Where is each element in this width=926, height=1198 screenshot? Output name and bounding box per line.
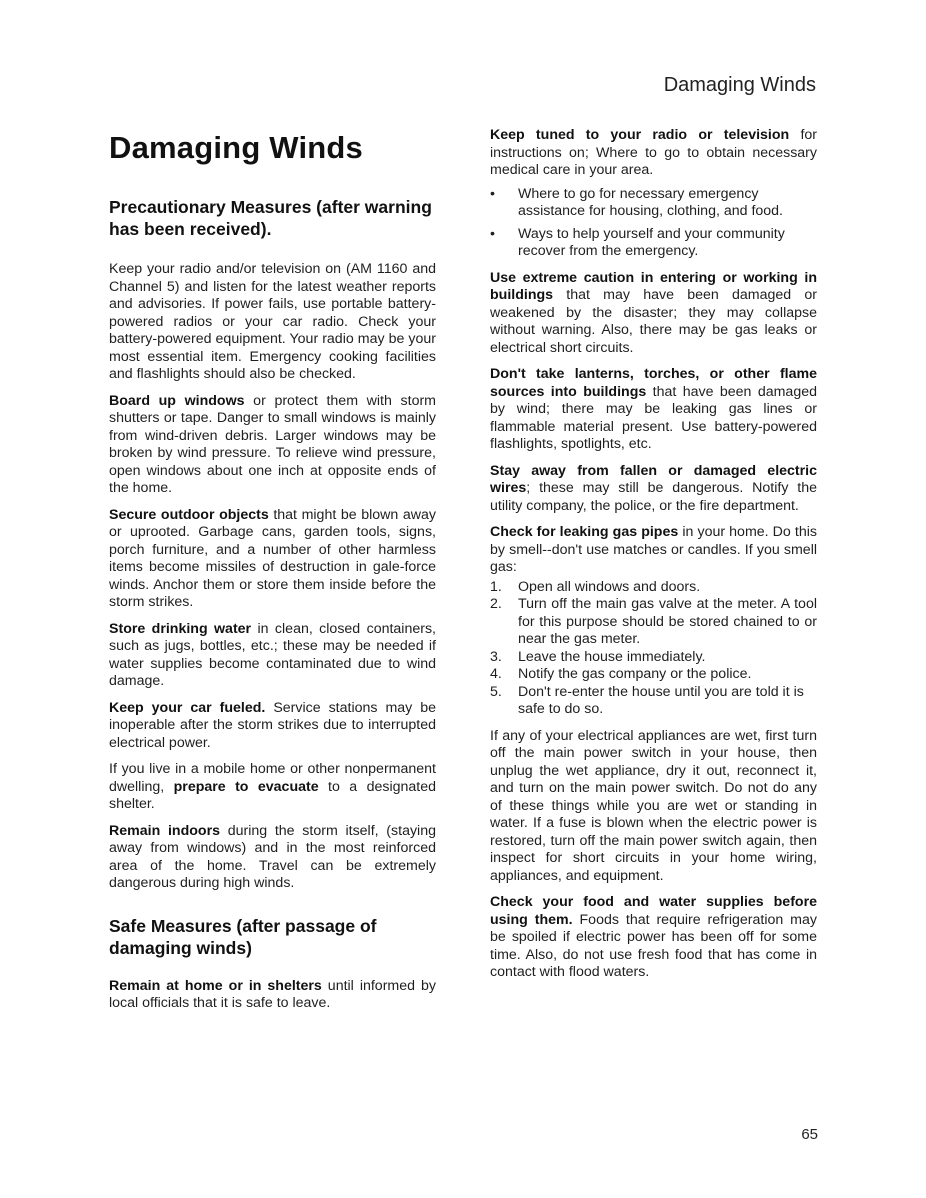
paragraph-mobile-home: If you live in a mobile home or other nonpermanent dwelling, prepare to evacuate to a designated shelter.	[109, 761, 436, 812]
list-item: • Ways to help yourself and your community recover from the emergency.	[490, 225, 785, 259]
paragraph-electrical-appliances: If any of your electrical appliances are wet, first turn off the main power switch in your house, then unplug the wet appliance, dry it out, reconnect it, and turn on the main power switch. Do not do any of these things while you are wet or standing in water. If a fuse is blown when the electric power is restored, turn off the main power switch again, then inspect for short circuits in your home wiring, appliances, and equipment.	[490, 727, 817, 884]
lead-evacuate: prepare to evacuate	[173, 778, 319, 795]
lead-store-water: Store drinking water	[109, 620, 252, 637]
lead-keep-tuned: Keep tuned to your radio or television	[490, 127, 790, 143]
section-heading-safe-measures: Safe Measures (after passage of damaging winds)	[109, 915, 377, 958]
left-column	[109, 125, 436, 1022]
paragraph-secure-objects: Secure outdoor objects that might be blown away or uprooted. Garbage cans, garden tools, signs, porch furniture, and a number of other harmless items become missiles of destruction in gale-force winds. Anchor them or store them inside before the storm strikes.	[109, 506, 437, 610]
paragraph-car-fueled: Keep your car fueled. Service stations may be inoperable after the storm strikes due to interrupted electrical power.	[109, 699, 436, 751]
paragraph-store-water: Store drinking water in clean, closed containers, such as jugs, bottles, etc.; these may be needed if water supplies become contaminated due to wind damage.	[109, 620, 436, 689]
lead-electric-wires: Stay away from fallen or damaged electric wires	[490, 462, 817, 496]
list-item: • Where to go for necessary emergency assistance for housing, clothing, and food.	[490, 185, 784, 219]
list-item: 4. Notify the gas company or the police.	[490, 666, 752, 682]
lead-car-fueled: Keep your car fueled.	[109, 699, 266, 716]
paragraph-electric-wires: Stay away from fallen or damaged electric wires; these may still be dangerous. Notify the utility company, the police, or the fire department.	[490, 462, 817, 514]
paragraph-lanterns: Don't take lanterns, torches, or other flame sources into buildings that have been damaged by wind; there may be leaking gas lines or flammable material present. Use battery-powered flashlights, spotlights, etc.	[490, 366, 817, 452]
running-header: Damaging Winds	[663, 74, 816, 96]
bullet-icon: •	[490, 225, 495, 242]
paragraph-remain-indoors: Remain indoors during the storm itself, (staying away from windows) and in the most reinforced area of the home. Travel can be extremely dangerous during high winds.	[109, 822, 436, 891]
paragraph-food-water: Check your food and water supplies before using them. Foods that require refrigeration may be spoiled if electric power has been off for some time. Also, do not use fresh food that has come in contact with flood waters.	[490, 894, 817, 980]
list-item: 2. Turn off the main gas valve at the meter. A tool for this purpose should be stored chained to or near the gas meter.	[490, 596, 817, 647]
lead-secure-objects: Secure outdoor objects	[109, 506, 269, 523]
lead-board-windows: Board up windows	[109, 392, 245, 409]
paragraph-board-windows: Board up windows or protect them with storm shutters or tape. Danger to small windows is mainly from wind-driven debris. Larger windows may be broken by wind pressure. To relieve wind pressure, open windows about one inch at opposite ends of the home.	[109, 392, 437, 496]
paragraph-gas-pipes: Check for leaking gas pipes in your home. Do this by smell--don't use matches or candles. If you smell gas:	[490, 524, 817, 575]
paragraph-keep-tuned: Keep tuned to your radio or television for instructions on; Where to go to obtain necessary medical care in your area.	[490, 127, 817, 178]
bullet-icon: •	[490, 185, 495, 202]
paragraph-radio: Keep your radio and/or television on (AM 1160 and Channel 5) and listen for the latest weather reports and advisories. If power fails, use portable battery-powered radios or your car radio. Check your battery-powered equipment. Your radio may be your most essential item. Emergency cooking facilities and flashlights should also be checked.	[109, 261, 436, 382]
page-title: Damaging Winds	[109, 130, 363, 165]
lead-remain-home: Remain at home or in shelters	[109, 977, 322, 994]
lead-lanterns: Don't take lanterns, torches, or other flame sources into buildings	[490, 366, 817, 400]
bullet-list	[490, 186, 817, 261]
lead-gas-pipes: Check for leaking gas pipes	[490, 524, 679, 540]
page-number: 65	[801, 1126, 818, 1143]
lead-food-water: Check your food and water supplies before using them.	[490, 894, 817, 928]
paragraph-remain-home: Remain at home or in shelters until informed by local officials that it is safe to leave.	[109, 977, 436, 1011]
list-item: 3. Leave the house immediately.	[490, 648, 706, 665]
paragraph-extreme-caution: Use extreme caution in entering or working in buildings that may have been damaged or weakened by the disaster; they may collapse without warning. Also, there may be gas leaks or electrical short circuits.	[490, 269, 817, 356]
lead-remain-indoors: Remain indoors	[109, 822, 220, 839]
list-item: 5. Don't re-enter the house until you are told it is safe to do so.	[490, 683, 804, 717]
lead-extreme-caution: Use extreme caution in entering or working in buildings	[490, 269, 817, 303]
numbered-steps	[490, 579, 817, 719]
list-item: 1. Open all windows and doors.	[490, 578, 701, 595]
right-column	[490, 127, 817, 991]
section-heading-precautionary: Precautionary Measures (after warning has been received).	[109, 197, 432, 239]
